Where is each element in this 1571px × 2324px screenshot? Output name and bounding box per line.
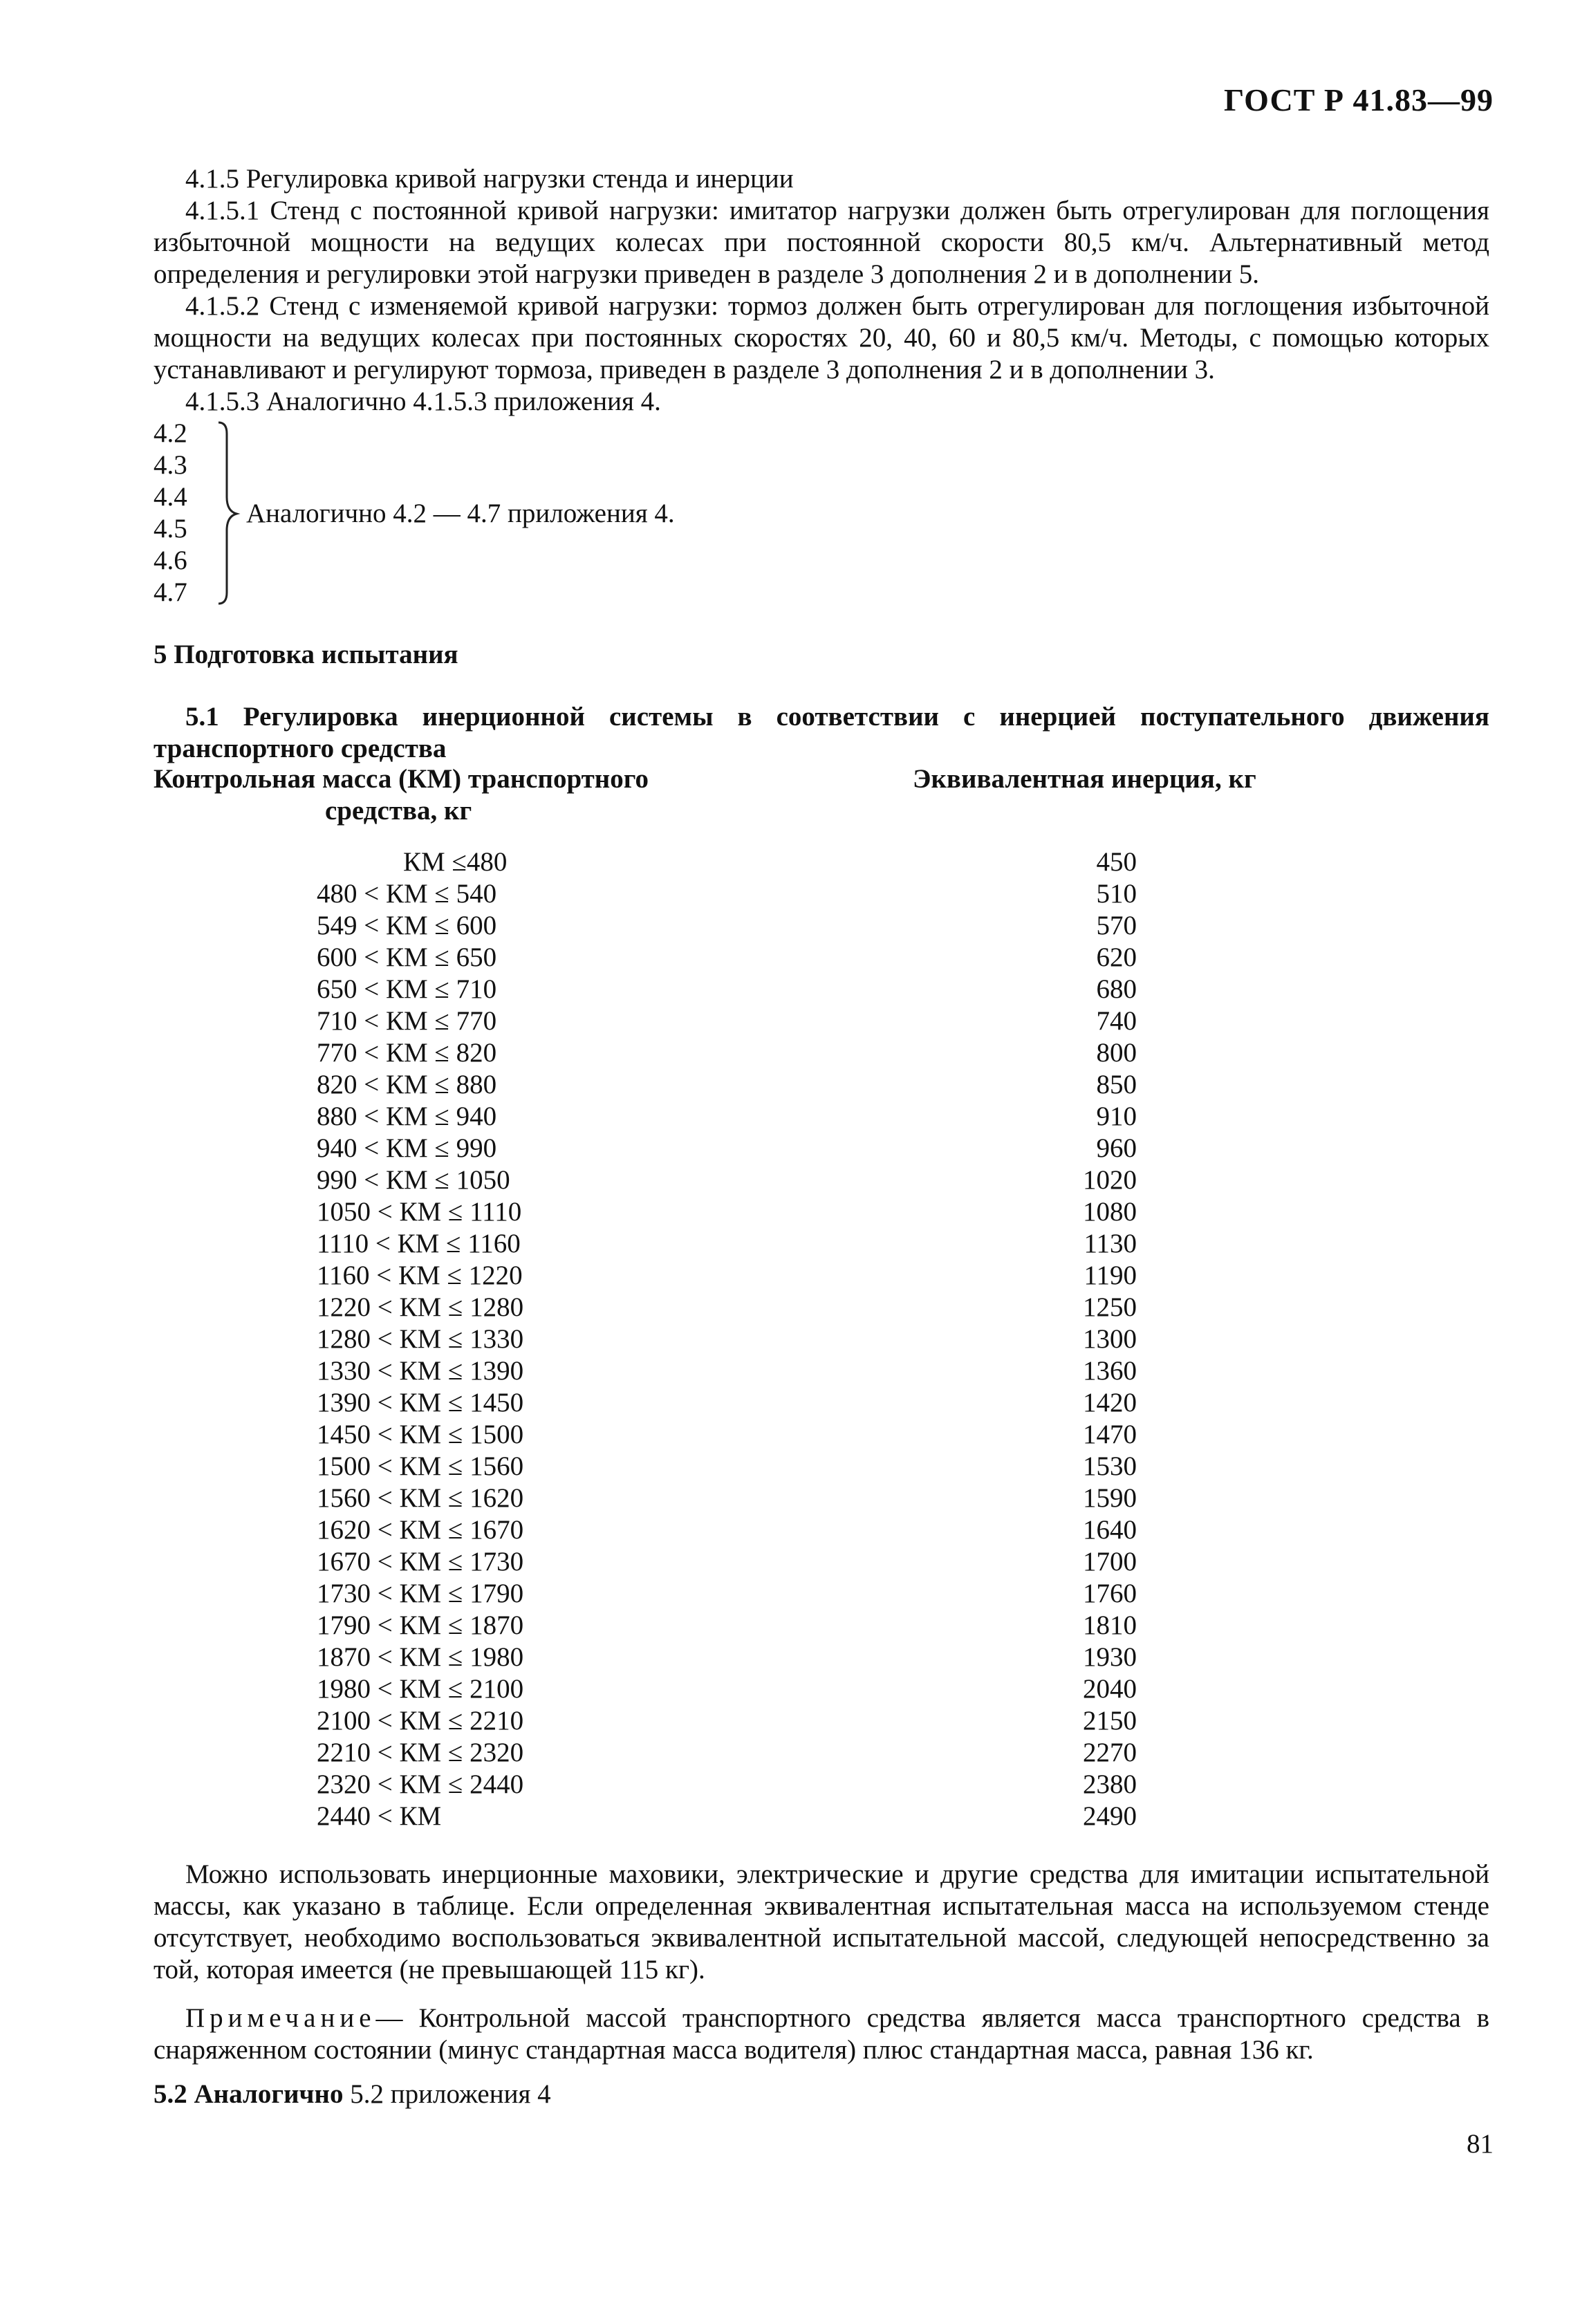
table-cell-inertia: 2270 (1083, 1738, 1137, 1767)
table-cell-mass-range: 1330 < КМ ≤ 1390 (317, 1356, 524, 1386)
table-cell-inertia: 570 (1096, 911, 1137, 940)
table-cell-mass-range: 2440 < КМ (317, 1801, 442, 1831)
table-cell-inertia: 510 (1096, 879, 1137, 909)
grouped-item: 4.6 (154, 546, 187, 575)
table-cell-inertia: 850 (1096, 1070, 1137, 1099)
note (154, 2002, 1489, 2066)
note-text: — Контрольной массой транспортного средства является масса транспортного средства в снаряженном состоянии (минус стандартная масса водителя) плюс стандартная масса, равная 136 кг. (154, 2003, 1489, 2065)
grouped-item: 4.2 (154, 418, 187, 448)
note-label: Примечание (185, 2003, 376, 2033)
table-header-mass-line1: Контрольная масса (КМ) транспортного (154, 764, 649, 794)
table-cell-inertia: 1530 (1083, 1451, 1137, 1481)
table-cell-inertia: 1810 (1083, 1610, 1137, 1640)
table-cell-mass-range: 1790 < КМ ≤ 1870 (317, 1610, 524, 1640)
table-cell-mass-range: 1670 < КМ ≤ 1730 (317, 1547, 524, 1577)
table-header-mass-line2: средства, кг (325, 796, 472, 826)
table-cell-mass-range: 880 < КМ ≤ 940 (317, 1101, 497, 1131)
grouped-item: 4.3 (154, 450, 187, 480)
table-cell-mass-range: 1280 < КМ ≤ 1330 (317, 1324, 524, 1354)
section-5-title: 5 Подготовка испытания (154, 640, 458, 669)
paragraph-5-2-bold: 5.2 Аналогично (154, 2079, 344, 2109)
curly-brace-icon (216, 420, 243, 606)
table-cell-mass-range: 1620 < КМ ≤ 1670 (317, 1515, 524, 1545)
table-cell-mass-range: 1730 < КМ ≤ 1790 (317, 1579, 524, 1608)
table-cell-inertia: 1700 (1083, 1547, 1137, 1577)
table-cell-mass-range: 2320 < КМ ≤ 2440 (317, 1769, 524, 1799)
table-cell-inertia: 620 (1096, 942, 1137, 972)
table-cell-mass-range: 1110 < КМ ≤ 1160 (317, 1229, 521, 1258)
table-cell-inertia: 2380 (1083, 1769, 1137, 1799)
table-cell-mass-range: 1560 < КМ ≤ 1620 (317, 1483, 524, 1513)
table-cell-mass-range: 650 < КМ ≤ 710 (317, 974, 497, 1004)
table-cell-inertia: 450 (1096, 847, 1137, 877)
paragraph-5-2-rest: 5.2 приложения 4 (343, 2079, 551, 2109)
table-cell-inertia: 1190 (1084, 1261, 1137, 1290)
table-cell-mass-range: 990 < КМ ≤ 1050 (317, 1165, 510, 1195)
table-cell-mass-range: 1870 < КМ ≤ 1980 (317, 1642, 524, 1672)
table-cell-inertia: 2150 (1083, 1706, 1137, 1736)
paragraph-after-table: Можно использовать инерционные маховики, электрические и другие средства для имитации испытательной массы, как указано в таблице. Если определенная эквивалентная испытательная масса на используемом стенде отсутствует, необходимо воспользоваться эквивалентной испытательной массой, следующей непосредственно за той, которая имеется (не превышающей 115 кг). (154, 1859, 1489, 1984)
table-cell-mass-range: 1220 < КМ ≤ 1280 (317, 1292, 524, 1322)
table-cell-inertia: 1590 (1083, 1483, 1137, 1513)
table-cell-inertia: 740 (1096, 1006, 1137, 1036)
table-cell-mass-range: 1450 < КМ ≤ 1500 (317, 1420, 524, 1449)
document-id: ГОСТ Р 41.83—99 (1224, 82, 1494, 118)
table-cell-inertia: 960 (1096, 1133, 1137, 1163)
table-cell-mass-range: 940 < КМ ≤ 990 (317, 1133, 497, 1163)
table-cell-mass-range: 1980 < КМ ≤ 2100 (317, 1674, 524, 1704)
table-cell-inertia: 1420 (1083, 1388, 1137, 1417)
table-cell-inertia: 1080 (1083, 1197, 1137, 1227)
table-cell-inertia: 2040 (1083, 1674, 1137, 1704)
table-cell-inertia: 1930 (1083, 1642, 1137, 1672)
table-header-inertia: Эквивалентная инерция, кг (913, 764, 1256, 794)
table-cell-mass-range: 1500 < КМ ≤ 1560 (317, 1451, 524, 1481)
grouped-item: 4.7 (154, 577, 187, 607)
paragraph-4-1-5-3: 4.1.5.3 Аналогично 4.1.5.3 приложения 4. (185, 387, 661, 416)
table-cell-inertia: 1020 (1083, 1165, 1137, 1195)
table-cell-inertia: 800 (1096, 1038, 1137, 1068)
grouped-item: 4.5 (154, 514, 187, 543)
table-cell-mass-range: 820 < КМ ≤ 880 (317, 1070, 497, 1099)
table-cell-mass-range: КМ ≤480 (403, 847, 508, 877)
table-cell-mass-range: 549 < КМ ≤ 600 (317, 911, 497, 940)
paragraph-4-1-5: 4.1.5 Регулировка кривой нагрузки стенда и инерции (185, 164, 794, 194)
table-cell-mass-range: 1050 < КМ ≤ 1110 (317, 1197, 522, 1227)
table-cell-mass-range: 770 < КМ ≤ 820 (317, 1038, 497, 1068)
paragraph-4-1-5-1: 4.1.5.1 Стенд с постоянной кривой нагрузки: имитатор нагрузки должен быть отрегулирован для поглощения избыточной мощности на ведущих колесах при постоянной скорости 80,5 км/ч. Альтернативный метод определения и регулировки этой нагрузки приведен в разделе 3 дополнения 2 и в дополнении 5. (154, 196, 1489, 289)
table-cell-mass-range: 710 < КМ ≤ 770 (317, 1006, 497, 1036)
table-cell-mass-range: 1160 < КМ ≤ 1220 (317, 1261, 523, 1290)
table-cell-inertia: 910 (1096, 1101, 1137, 1131)
table-cell-inertia: 1130 (1084, 1229, 1137, 1258)
table-cell-inertia: 680 (1096, 974, 1137, 1004)
paragraph-4-1-5-2: 4.1.5.2 Стенд с изменяемой кривой нагрузки: тормоз должен быть отрегулирован для поглощения избыточной мощности на ведущих колесах при постоянных скоростях 20, 40, 60 и 80,5 км/ч. Методы, с помощью которых устанавливают и регулируют тормоза, приведен в разделе 3 дополнения 2 и в дополнении 3. (154, 291, 1489, 384)
paragraph-5-1: 5.1 Регулировка инерционной системы в соответствии с инерцией поступательного движения транспортного средства (154, 702, 1489, 763)
table-cell-inertia: 1760 (1083, 1579, 1137, 1608)
page-number: 81 (1467, 2129, 1494, 2159)
table-cell-inertia: 1300 (1083, 1324, 1137, 1354)
table-cell-mass-range: 600 < КМ ≤ 650 (317, 942, 497, 972)
table-cell-mass-range: 2210 < КМ ≤ 2320 (317, 1738, 524, 1767)
paragraph-5-2 (154, 2079, 551, 2110)
table-cell-inertia: 1360 (1083, 1356, 1137, 1386)
table-cell-mass-range: 480 < КМ ≤ 540 (317, 879, 497, 909)
table-cell-inertia: 2490 (1083, 1801, 1137, 1831)
table-cell-mass-range: 1390 < КМ ≤ 1450 (317, 1388, 524, 1417)
table-cell-inertia: 1470 (1083, 1420, 1137, 1449)
table-cell-inertia: 1250 (1083, 1292, 1137, 1322)
table-cell-mass-range: 2100 < КМ ≤ 2210 (317, 1706, 524, 1736)
grouped-items-text: Аналогично 4.2 — 4.7 приложения 4. (246, 499, 675, 528)
table-cell-inertia: 1640 (1083, 1515, 1137, 1545)
grouped-item: 4.4 (154, 482, 187, 512)
